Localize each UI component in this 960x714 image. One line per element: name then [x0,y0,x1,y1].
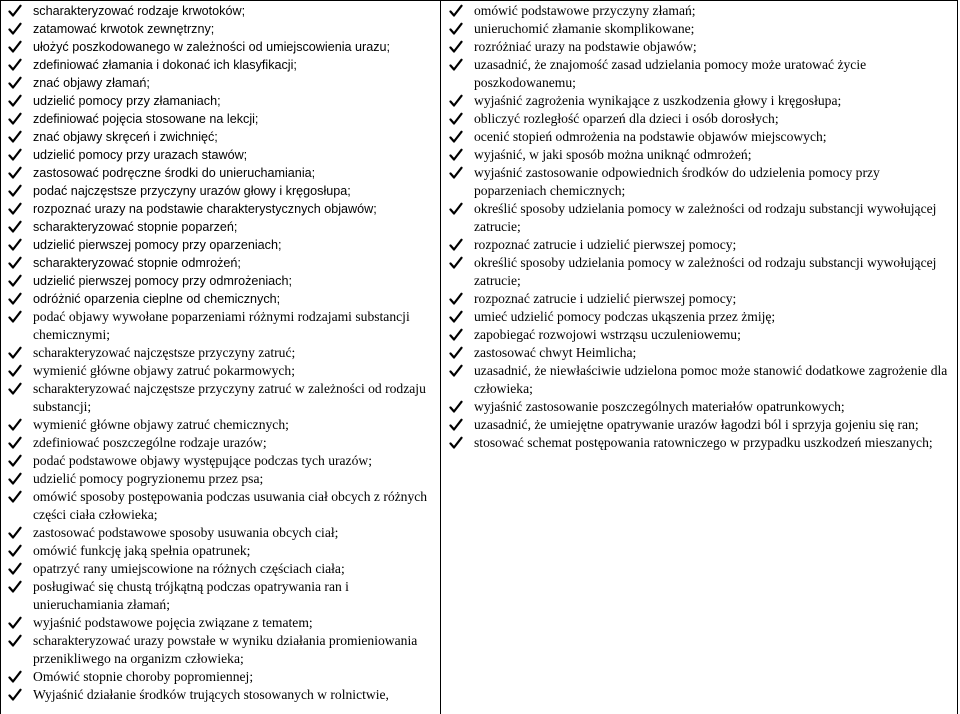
checkmark-icon [8,418,22,432]
list-item-text: rozróżniać urazy na podstawie objawów; [474,39,697,54]
list-item-text: omówić funkcję jaką spełnia opatrunek; [33,543,251,558]
list-item [0,470,440,488]
list-item-text: opatrzyć rany umiejscowione na różnych częściach ciała; [33,561,345,576]
right-column [441,2,958,452]
checkmark-icon [8,472,22,486]
list-item [441,146,958,164]
list-item-text: rozpoznać urazy na podstawie charakterystycznych objawów; [33,202,377,216]
list-item [0,380,440,416]
checkmark-icon [8,310,22,324]
list-item-text: udzielić pierwszej pomocy przy odmrożeniach; [33,274,292,288]
checkmark-icon [449,238,463,252]
list-item [0,200,440,218]
left-serif-list [0,308,440,704]
checkmark-icon [449,364,463,378]
list-item-text: Wyjaśnić działanie środków trujących stosowanych w rolnictwie, [33,687,389,702]
checkmark-icon [449,202,463,216]
list-item [441,434,958,452]
checkmark-icon [8,490,22,504]
checkmark-icon [8,346,22,360]
list-item [441,416,958,434]
list-item-text: unieruchomić złamanie skomplikowane; [474,21,695,36]
list-item [441,2,958,20]
checkmark-icon [8,112,22,126]
checkmark-icon [8,202,22,216]
checkmark-icon [449,148,463,162]
checkmark-icon [449,22,463,36]
list-item-text: scharakteryzować stopnie odmrożeń; [33,256,241,270]
checkmark-icon [449,256,463,270]
list-item [0,632,440,668]
checkmark-icon [8,562,22,576]
list-item [441,362,958,398]
list-item [441,344,958,362]
list-item [441,20,958,38]
list-item-text: stosować schemat postępowania ratowniczego w przypadku uszkodzeń mieszanych; [474,435,933,450]
list-item [0,146,440,164]
list-item-text: uzasadnić, że znajomość zasad udzielania pomocy może uratować życie poszkodowanemu; [474,57,867,90]
list-item [0,272,440,290]
list-item [441,326,958,344]
list-item [0,344,440,362]
checkmark-icon [8,238,22,252]
list-item [0,254,440,272]
checkmark-icon [8,184,22,198]
list-item-text: podać objawy wywołane poparzeniami różnymi rodzajami substancji chemicznymi; [33,309,410,342]
list-item [0,2,440,20]
checkmark-icon [8,580,22,594]
checkmark-icon [449,292,463,306]
list-item-text: wyjaśnić, w jaki sposób można uniknąć odmrożeń; [474,147,752,162]
list-item [0,290,440,308]
list-item [441,164,958,200]
list-item-text: posługiwać się chustą trójkątną podczas opatrywania ran i unieruchamiania złamań; [33,579,349,612]
list-item-text: podać najczęstsze przyczyny urazów głowy i kręgosłupa; [33,184,351,198]
list-item-text: podać podstawowe objawy występujące podczas tych urazów; [33,453,372,468]
checkmark-icon [8,58,22,72]
list-item [441,38,958,56]
list-item [0,452,440,470]
list-item-text: ułożyć poszkodowanego w zależności od umiejscowienia urazu; [33,40,391,54]
checkmark-icon [8,220,22,234]
list-item-text: odróżnić oparzenia cieplne od chemicznych; [33,292,281,306]
list-item-text: zastosować podręczne środki do unieruchamiania; [33,166,316,180]
checkmark-icon [449,40,463,54]
list-item [0,434,440,452]
checkmark-icon [8,4,22,18]
list-item [441,128,958,146]
list-item-text: scharakteryzować rodzaje krwotoków; [33,4,246,18]
checkmark-icon [8,40,22,54]
list-item-text: scharakteryzować urazy powstałe w wyniku działania promieniowania przenikliwego na organizm człowieka; [33,633,418,666]
list-item-text: udzielić pomocy pogryzionemu przez psa; [33,471,264,486]
list-item [441,398,958,416]
list-item-text: udzielić pomocy przy złamaniach; [33,94,221,108]
checkmark-icon [8,436,22,450]
list-item [0,110,440,128]
list-item [0,164,440,182]
list-item-text: scharakteryzować najczęstsze przyczyny zatruć; [33,345,296,360]
list-item-text: scharakteryzować najczęstsze przyczyny zatruć w zależności od rodzaju substancji; [33,381,426,414]
list-item [0,560,440,578]
list-item [441,200,958,236]
list-item [0,524,440,542]
list-item [0,38,440,56]
list-item-text: uzasadnić, że niewłaściwie udzielona pomoc może stanowić dodatkowe zagrożenie dla człowieka; [474,363,948,396]
list-item [0,614,440,632]
left-sans-list [0,2,440,308]
checkmark-icon [8,544,22,558]
checkmark-icon [8,292,22,306]
list-item-text: omówić podstawowe przyczyny złamań; [474,3,696,18]
list-item-text: omówić sposoby postępowania podczas usuwania ciał obcych z różnych części ciała człowieka; [33,489,428,522]
list-item-text: określić sposoby udzielania pomocy w zależności od rodzaju substancji wywołującej zatrucie; [474,201,937,234]
list-item-text: udzielić pierwszej pomocy przy oparzeniach; [33,238,282,252]
checkmark-icon [449,94,463,108]
list-item [0,218,440,236]
list-item-text: wyjaśnić podstawowe pojęcia związane z tematem; [33,615,313,630]
list-item-text: rozpoznać zatrucie i udzielić pierwszej pomocy; [474,237,737,252]
checkmark-icon [449,112,463,126]
list-item-text: ocenić stopień odmrożenia na podstawie objawów miejscowych; [474,129,827,144]
checkmark-icon [8,130,22,144]
list-item-text: umieć udzielić pomocy podczas ukąszenia przez żmiję; [474,309,776,324]
checkmark-icon [8,76,22,90]
list-item-text: znać objawy skręceń i zwichnięć; [33,130,218,144]
checkmark-icon [8,148,22,162]
list-item-text: rozpoznać zatrucie i udzielić pierwszej pomocy; [474,291,737,306]
list-item-text: zastosować chwyt Heimlicha; [474,345,637,360]
checkmark-icon [449,130,463,144]
checkmark-icon [8,94,22,108]
checkmark-icon [8,166,22,180]
list-item [441,110,958,128]
checkmark-icon [449,4,463,18]
checkmark-icon [449,400,463,414]
checkmark-icon [8,454,22,468]
right-list [441,2,958,452]
left-column [0,2,440,704]
list-item-text: uzasadnić, że umiejętne opatrywanie urazów łagodzi ból i sprzyja gojeniu się ran; [474,417,919,432]
list-item [0,20,440,38]
list-item-text: obliczyć rozległość oparzeń dla dzieci i osób dorosłych; [474,111,779,126]
list-item [441,308,958,326]
list-item-text: scharakteryzować stopnie poparzeń; [33,220,238,234]
list-item-text: wyjaśnić zagrożenia wynikające z uszkodzenia głowy i kręgosłupa; [474,93,842,108]
list-item [0,74,440,92]
checkmark-icon [8,670,22,684]
checkmark-icon [8,382,22,396]
list-item-text: wyjaśnić zastosowanie odpowiednich środków do udzielenia pomocy przy poparzeniach chemicznych; [474,165,880,198]
list-item [0,542,440,560]
list-item-text: znać objawy złamań; [33,76,150,90]
checkmark-icon [8,256,22,270]
list-item [0,236,440,254]
list-item-text: określić sposoby udzielania pomocy w zależności od rodzaju substancji wywołującej zatrucie; [474,255,937,288]
list-item [0,56,440,74]
list-item [441,290,958,308]
list-item-text: udzielić pomocy przy urazach stawów; [33,148,248,162]
checkmark-icon [8,364,22,378]
list-item [441,56,958,92]
list-item [0,488,440,524]
checkmark-icon [449,310,463,324]
list-item-text: zdefiniować poszczególne rodzaje urazów; [33,435,267,450]
checkmark-icon [8,616,22,630]
list-item-text: zatamować krwotok zewnętrzny; [33,22,215,36]
list-item [0,308,440,344]
list-item-text: wymienić główne objawy zatruć chemicznych; [33,417,289,432]
list-item [441,236,958,254]
list-item [0,668,440,686]
checkmark-icon [449,328,463,342]
list-item [441,92,958,110]
checkmark-icon [8,688,22,702]
list-item [0,416,440,434]
list-item [0,362,440,380]
list-item [0,92,440,110]
list-item [0,128,440,146]
list-item-text: wymienić główne objawy zatruć pokarmowych; [33,363,295,378]
list-item-text: Omówić stopnie choroby popromiennej; [33,669,254,684]
list-item [441,254,958,290]
checkmark-icon [449,58,463,72]
list-item [0,182,440,200]
checkmark-icon [8,274,22,288]
checkmark-icon [449,346,463,360]
checkmark-icon [449,418,463,432]
checkmark-icon [8,526,22,540]
list-item-text: zapobiegać rozwojowi wstrząsu uczuleniowemu; [474,327,741,342]
list-item-text: zdefiniować złamania i dokonać ich klasyfikacji; [33,58,297,72]
checkmark-icon [8,634,22,648]
checkmark-icon [449,436,463,450]
list-item-text: zdefiniować pojęcia stosowane na lekcji; [33,112,259,126]
list-item [0,686,440,704]
list-item [0,578,440,614]
list-item-text: zastosować podstawowe sposoby usuwania obcych ciał; [33,525,339,540]
checkmark-icon [8,22,22,36]
checkmark-icon [449,166,463,180]
list-item-text: wyjaśnić zastosowanie poszczególnych materiałów opatrunkowych; [474,399,845,414]
